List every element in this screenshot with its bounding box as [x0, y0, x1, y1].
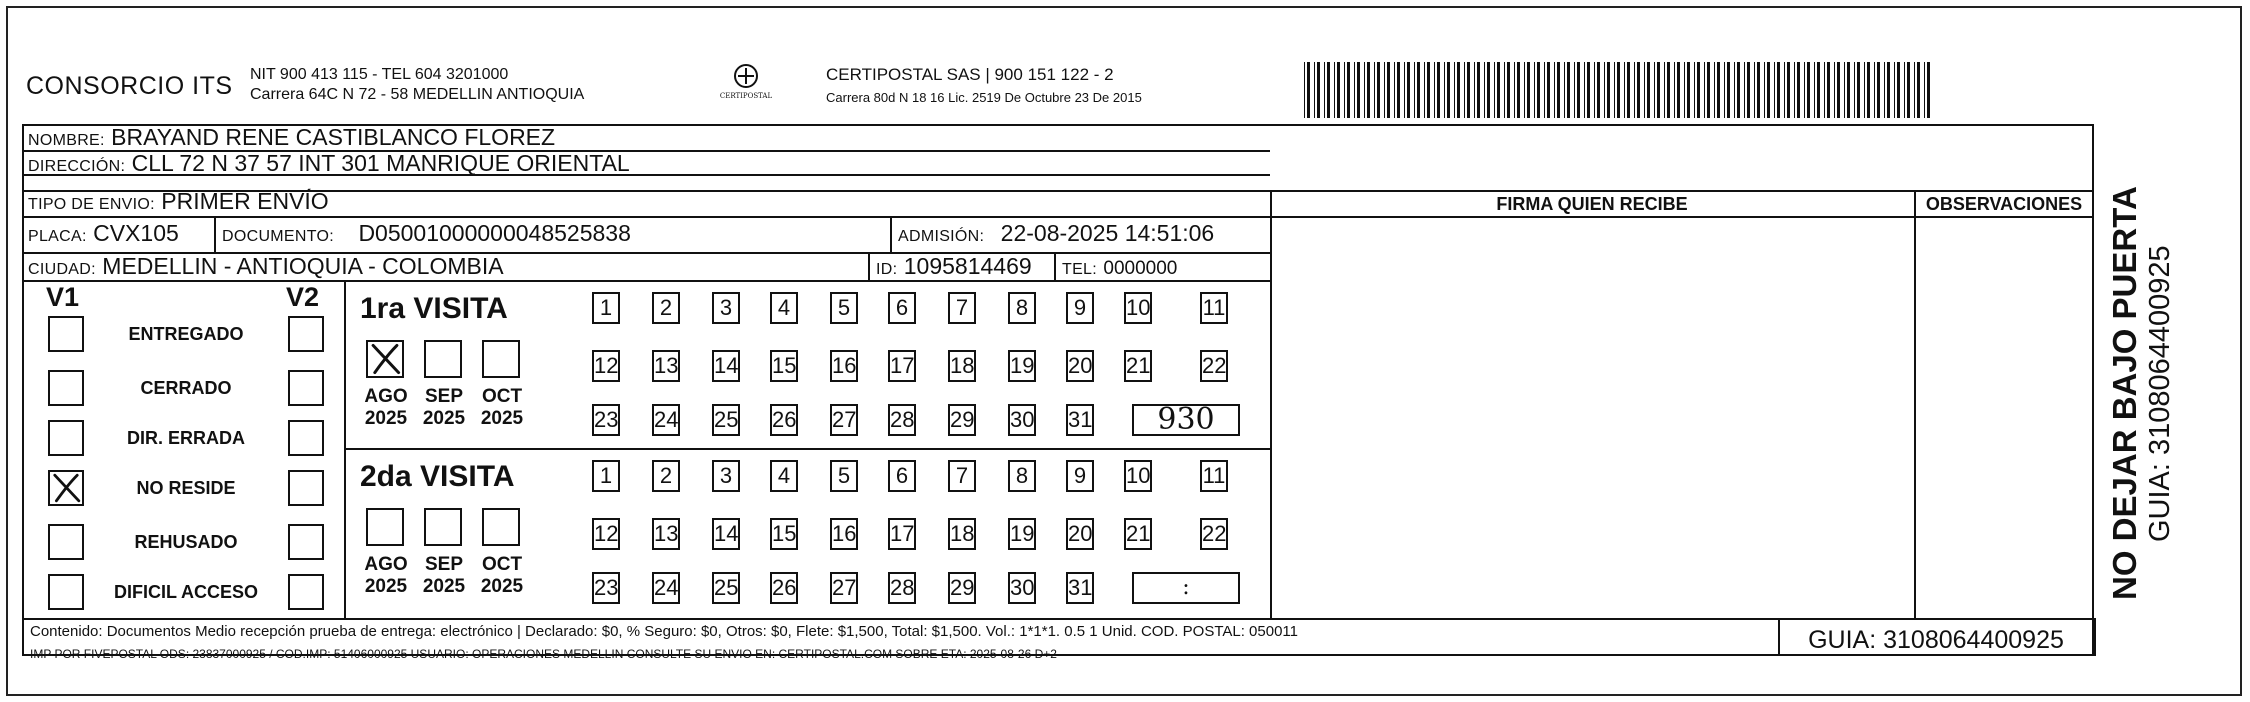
month-checkbox[interactable]	[366, 340, 404, 378]
license-line: Carrera 80d N 18 16 Lic. 2519 De Octubre 23 De 2015	[826, 90, 1142, 105]
footer-imp: IMP POR FIVEPOSTAL ODS: 23837000925 / COD.IMP: 51406000925 USUARIO: OPERACIONES MEDELLIN CONSULTE SU ENVIO EN: CERTIPOSTAL.COM SOBRE ETA: 2025-08-26 D+2	[30, 647, 1057, 661]
month-year: 2025	[364, 408, 408, 429]
id-row	[876, 253, 1032, 283]
day-box[interactable]: 25	[712, 572, 740, 604]
v1-header: V1	[46, 282, 80, 312]
day-box[interactable]: 1	[592, 460, 620, 492]
day-box[interactable]: 12	[592, 350, 620, 382]
day-box[interactable]: 8	[1008, 292, 1036, 324]
v2-checkbox[interactable]	[288, 316, 324, 352]
v2-header: V2	[286, 282, 320, 312]
rule	[22, 216, 2094, 218]
nombre-value: BRAYAND RENE CASTIBLANCO FLOREZ	[111, 124, 556, 150]
day-box[interactable]: 14	[712, 350, 740, 382]
documento-row	[222, 220, 631, 250]
x-mark-icon	[368, 342, 402, 376]
v1-checkbox[interactable]	[48, 420, 84, 456]
v1-checkbox[interactable]	[48, 470, 84, 506]
month-name: SEP	[424, 554, 464, 575]
day-box[interactable]: 31	[1066, 572, 1094, 604]
rule	[2094, 618, 2096, 656]
company-address: Carrera 64C N 72 - 58 MEDELLIN ANTIOQUIA	[250, 86, 585, 103]
rule	[890, 216, 892, 252]
day-box[interactable]: 29	[948, 404, 976, 436]
month-name: AGO	[364, 386, 408, 407]
day-box[interactable]: 8	[1008, 460, 1036, 492]
status-label: CERRADO	[140, 378, 232, 398]
day-box[interactable]: 18	[948, 350, 976, 382]
x-mark-icon	[50, 472, 82, 504]
v2-checkbox[interactable]	[288, 370, 324, 406]
admision-label: ADMISIÓN:	[898, 228, 985, 245]
v1-checkbox[interactable]	[48, 574, 84, 610]
day-box[interactable]: 6	[888, 460, 916, 492]
day-box[interactable]: 14	[712, 518, 740, 550]
v1-checkbox[interactable]	[48, 316, 84, 352]
v2-checkbox[interactable]	[288, 420, 324, 456]
day-box[interactable]: 11	[1200, 292, 1228, 324]
day-box[interactable]: 3	[712, 292, 740, 324]
day-box[interactable]: 16	[830, 518, 858, 550]
status-label: ENTREGADO	[128, 324, 244, 344]
day-box[interactable]: 16	[830, 350, 858, 382]
day-box[interactable]: 9	[1066, 292, 1094, 324]
month-checkbox[interactable]	[482, 340, 520, 378]
company-name: CONSORCIO ITS	[26, 72, 233, 100]
visit-title: 1ra VISITA	[360, 292, 508, 325]
rule	[344, 280, 346, 618]
rule	[1914, 190, 1916, 618]
day-box[interactable]: 23	[592, 572, 620, 604]
placa-value: CVX105	[93, 220, 179, 246]
day-box[interactable]: 30	[1008, 404, 1036, 436]
day-box[interactable]: 27	[830, 404, 858, 436]
month-name: OCT	[481, 554, 523, 575]
time-box[interactable]: :	[1132, 572, 1240, 604]
day-box[interactable]: 3	[712, 460, 740, 492]
month-year: 2025	[422, 576, 466, 597]
tipo-row	[28, 188, 329, 218]
month-checkbox[interactable]	[366, 508, 404, 546]
month-year: 2025	[480, 576, 524, 597]
month-checkbox[interactable]	[424, 508, 462, 546]
day-box[interactable]: 23	[592, 404, 620, 436]
day-box[interactable]: 10	[1124, 292, 1152, 324]
day-box[interactable]: 7	[948, 292, 976, 324]
day-box[interactable]: 25	[712, 404, 740, 436]
v2-checkbox[interactable]	[288, 574, 324, 610]
v2-checkbox[interactable]	[288, 470, 324, 506]
tipo-value: PRIMER ENVÍO	[161, 188, 329, 214]
id-label: ID:	[876, 261, 898, 278]
day-box[interactable]: 11	[1200, 460, 1228, 492]
side-guia: GUIA: 3108064400925	[2144, 245, 2176, 542]
direccion-label: DIRECCIÓN:	[28, 158, 126, 175]
tel-value: 0000000	[1103, 258, 1178, 279]
rule	[22, 618, 2094, 620]
day-box[interactable]: 19	[1008, 350, 1036, 382]
day-box[interactable]: 2	[652, 292, 680, 324]
day-box[interactable]: 27	[830, 572, 858, 604]
day-box[interactable]: 1	[592, 292, 620, 324]
day-box[interactable]: 5	[830, 460, 858, 492]
observaciones-header: OBSERVACIONES	[1925, 194, 2083, 214]
v1-checkbox[interactable]	[48, 370, 84, 406]
documento-value: D05001000000048525838	[358, 220, 631, 246]
rule	[1270, 190, 1272, 618]
day-box[interactable]: 21	[1124, 518, 1152, 550]
tel-label: TEL:	[1062, 261, 1097, 278]
day-box[interactable]: 6	[888, 292, 916, 324]
day-box[interactable]: 15	[770, 518, 798, 550]
admision-row	[898, 220, 1214, 250]
status-label: NO RESIDE	[136, 478, 236, 498]
status-label: DIFICIL ACCESO	[113, 582, 258, 602]
day-box[interactable]: 29	[948, 572, 976, 604]
tipo-label: TIPO DE ENVIO:	[28, 196, 155, 213]
status-label: REHUSADO	[134, 532, 238, 552]
v2-checkbox[interactable]	[288, 524, 324, 560]
day-box[interactable]: 19	[1008, 518, 1036, 550]
certipostal-logo	[708, 62, 784, 108]
rule	[344, 448, 1270, 450]
day-box[interactable]: 26	[770, 404, 798, 436]
status-label: DIR. ERRADA	[126, 428, 245, 448]
month-name: AGO	[364, 554, 408, 575]
day-box[interactable]: 5	[830, 292, 858, 324]
month-year: 2025	[422, 408, 466, 429]
time-box[interactable]: 930	[1132, 404, 1240, 436]
day-box[interactable]: 28	[888, 404, 916, 436]
day-box[interactable]: 21	[1124, 350, 1152, 382]
month-name: SEP	[424, 386, 464, 407]
nombre-label: NOMBRE:	[28, 132, 105, 149]
day-box[interactable]: 22	[1200, 350, 1228, 382]
month-name: OCT	[481, 386, 523, 407]
placa-row	[28, 220, 179, 250]
month-checkbox[interactable]	[424, 340, 462, 378]
tel-row	[1062, 253, 1177, 283]
day-box[interactable]: 20	[1066, 350, 1094, 382]
day-box[interactable]: 18	[948, 518, 976, 550]
side-text	[2106, 140, 2206, 600]
day-box[interactable]: 28	[888, 572, 916, 604]
day-box[interactable]: 17	[888, 518, 916, 550]
month-year: 2025	[480, 408, 524, 429]
day-box[interactable]: 4	[770, 460, 798, 492]
rule	[214, 216, 216, 252]
firma-header: FIRMA QUIEN RECIBE	[1496, 194, 1688, 214]
rule	[1054, 252, 1056, 280]
day-box[interactable]: 10	[1124, 460, 1152, 492]
ciudad-value: MEDELLIN - ANTIOQUIA - COLOMBIA	[102, 253, 504, 279]
day-box[interactable]: 13	[652, 518, 680, 550]
day-box[interactable]: 9	[1066, 460, 1094, 492]
footer-guia: GUIA: 3108064400925	[1808, 626, 2064, 654]
direccion-value: CLL 72 N 37 57 INT 301 MANRIQUE ORIENTAL	[131, 150, 630, 176]
day-box[interactable]: 20	[1066, 518, 1094, 550]
id-value: 1095814469	[903, 253, 1032, 279]
rule	[868, 252, 870, 280]
side-warning: NO DEJAR BAJO PUERTA	[2106, 186, 2143, 600]
placa-label: PLACA:	[28, 228, 87, 245]
documento-label: DOCUMENTO:	[222, 228, 335, 245]
day-box[interactable]: 26	[770, 572, 798, 604]
day-box[interactable]: 4	[770, 292, 798, 324]
rule	[22, 190, 2094, 192]
ciudad-label: CIUDAD:	[28, 261, 96, 278]
month-checkbox[interactable]	[482, 508, 520, 546]
day-box[interactable]: 17	[888, 350, 916, 382]
ciudad-row	[28, 253, 504, 283]
certipostal-line: CERTIPOSTAL SAS | 900 151 122 - 2	[826, 65, 1114, 84]
barcode	[1304, 62, 1940, 118]
day-box[interactable]: 2	[652, 460, 680, 492]
day-box[interactable]: 15	[770, 350, 798, 382]
day-box[interactable]: 22	[1200, 518, 1228, 550]
day-box[interactable]: 31	[1066, 404, 1094, 436]
logo-text: CERTIPOSTAL	[719, 92, 773, 100]
v1-checkbox[interactable]	[48, 524, 84, 560]
day-box[interactable]: 12	[592, 518, 620, 550]
company-nit: NIT 900 413 115 - TEL 604 3201000	[250, 66, 509, 83]
day-box[interactable]: 13	[652, 350, 680, 382]
day-box[interactable]: 24	[652, 572, 680, 604]
direccion-row	[28, 150, 630, 180]
visit-title: 2da VISITA	[360, 460, 515, 493]
footer-contenido: Contenido: Documentos Medio recepción prueba de entrega: electrónico | Declarado: $0, % Seguro: $0, Otros: $0, Flete: $1,500, Total: $1,500. Vol.: 1*1*1. 0.5 1 Unid. COD. POSTAL: 050011	[30, 623, 1298, 640]
admision-value: 22-08-2025 14:51:06	[1000, 220, 1215, 246]
day-box[interactable]: 24	[652, 404, 680, 436]
day-box[interactable]: 7	[948, 460, 976, 492]
month-year: 2025	[364, 576, 408, 597]
day-box[interactable]: 30	[1008, 572, 1036, 604]
